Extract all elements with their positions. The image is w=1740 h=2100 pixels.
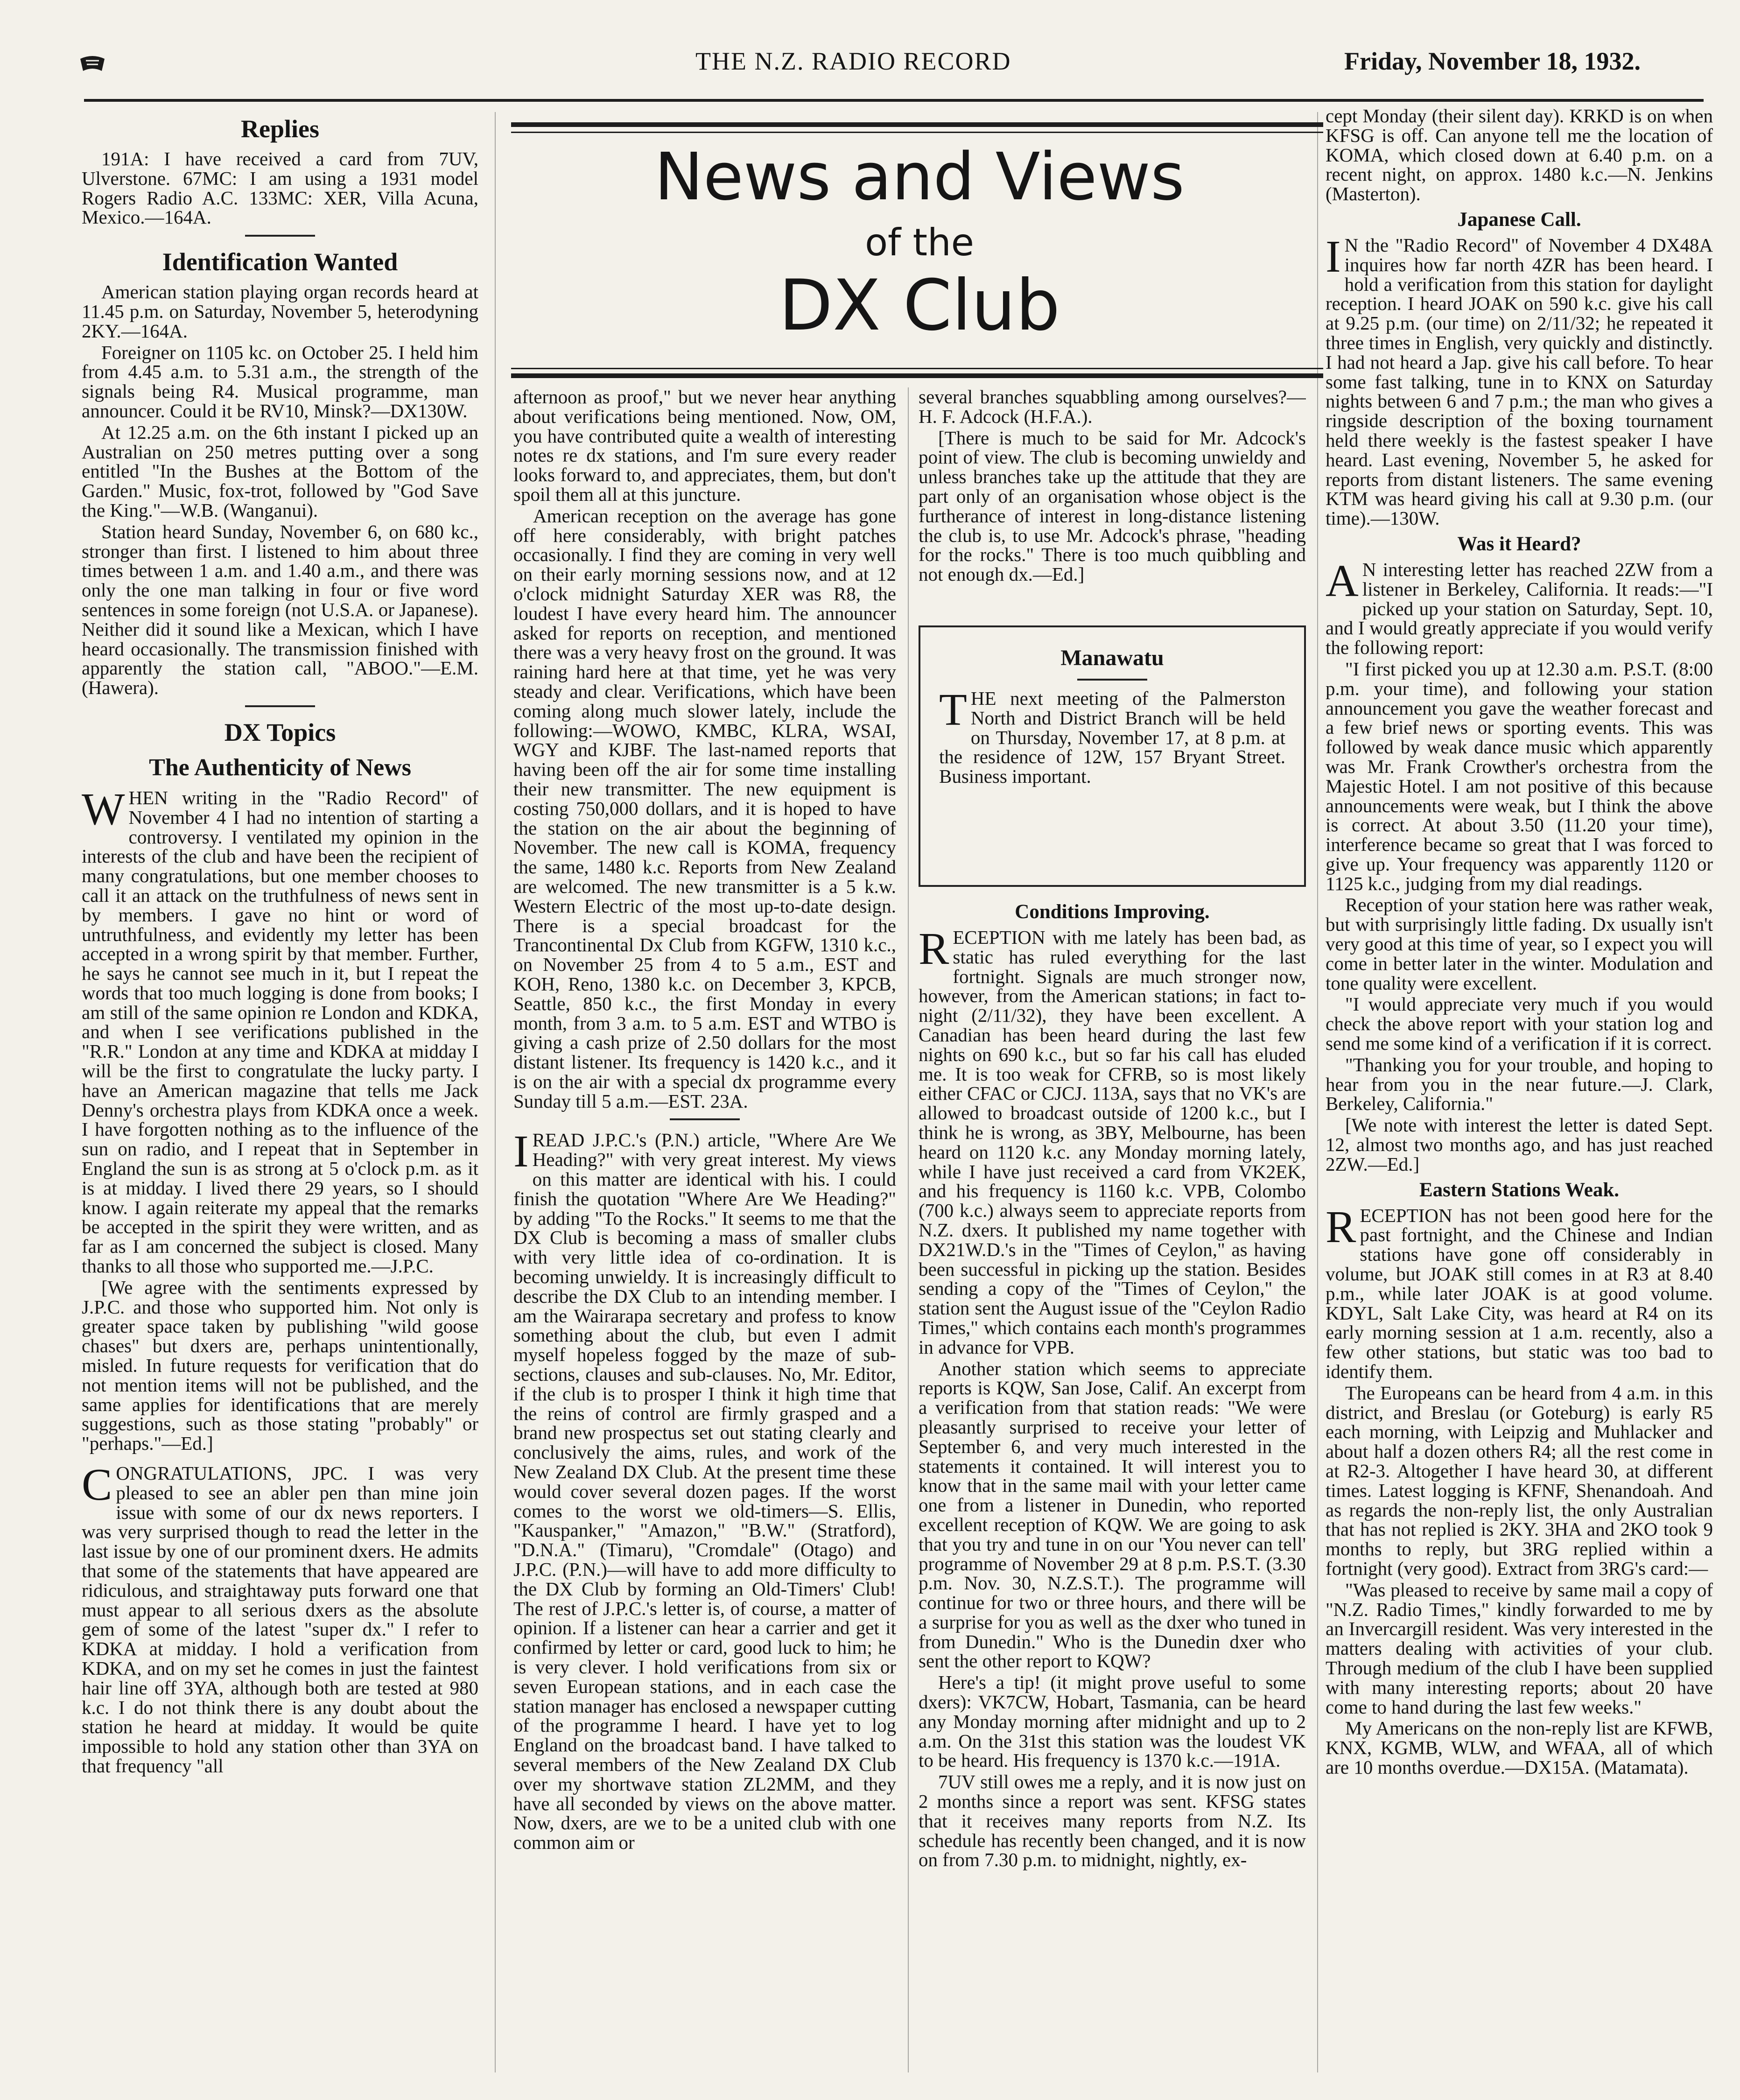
conditions-heading: Conditions Improving. [1015, 901, 1210, 923]
japanese-paragraph: I N the "Radio Record" of November 4 DX48A inquires how far north 4ZR has been heard. I hold a verification from this station for daylight reception. I heard JOAK on 590 k.c. give his call at 9.25 p.m. (our time) on 2/11/32; he repeated it three times in English, very quickly and distinctly. I had not heard a Jap. give his call before. To hear some fast talking, tune in to KNX on Saturday nights between 6 and 7 p.m.; the man who gives a ringside description of the boxing tournament held there weekly is the fastest speaker I have heard. Last evening, November 5, he asked for reports from distant listeners. The same evening KTM was heard giving his call at 9.30 p.m. (our time).—130W. [1326, 231, 1713, 529]
editor-note: [We note with interest the letter is dated Sept. 12, almost two months ago, and has just reached 2ZW.—Ed.] [1326, 1114, 1713, 1175]
conditions-paragraph: RECEPTION with me lately has been bad, as static has ruled everything for the last fortnight. Signals are much stronger now, however, from the American stations; in fact to-night (2/11/32), they have been excellent. A Canadian has been heard during the last few nights on 690 k.c., but so far his call has eluded me. It is too weak for CFRB, so is most likely either CFAC or CJCJ. 113A, says that no VK's are allowed to broadcast outside of 1200 k.c., but I think he is wrong, as 3BY, Melbourne, has been heard on 1120 k.c. any Monday morning lately, while I have just received a card from VK2EK, and his frequency is 1160 k.c. VPB, Colombo (700 k.c.) always seem to appreciate reports from N.Z. dxers. It published my name together with DX21W.D.'s in the "Times of Ceylon," as having been successful in picking up the station. Besides sending a copy of the "Times of Ceylon," the station sent the August issue of the "Ceylon Radio Times," which contains each month's programmes in advance for VPB. [919, 924, 1306, 1358]
drop-cap: T [939, 685, 967, 735]
drop-cap: C [82, 1460, 112, 1510]
ident-paragraph: At 12.25 a.m. on the 6th instant I picked up an Australian on 250 metres putting over a song entitled "In the Bushes at the Bottom of the Garden." Music, fox-trot, followed by "God Save the King."—W.B. (Wanganui). [82, 421, 478, 521]
manawatu-box [919, 625, 1306, 887]
col2-paragraph: American reception on the average has gone off here considerably, with bright patches occasionally. I find they are coming in very well on their early morning sessions now, and at 12 o'clock midnight Saturday XER was R8, the loudest I have every heard him. The announcer asked for reports on reception, and mentioned there was a very heavy frost on the ground. It was raining hard here at that time, yet he was very steady and clear. Verifications, which have been coming along much slower lately, include the following:—WOWO, KMBC, KLRA, WSAI, WGY and KJBF. The last-named reports that having been off the air for some time installing their new transmitter. The new equipment is costing 750,000 dollars, and it is hoped to have the station on the air about the beginning of November. The new call is KOMA, frequency the same, 1480 k.c. Reports from New Zealand are welcomed. The new transmitter is a 5 k.w. Western Electric of the most up-to-date design. There is a special broadcast for the Trancontinental Dx Club from KGFW, 1310 k.c., on November 25 from 4 to 5 a.m., EST and KOH, Reno, 1380 k.c. on December 3, KPCB, Seattle, 850 k.c., the first Monday in every month, from 3 a.m. to 5 a.m. EST and WTBO is giving a cash prize of 2.50 dollars for the most distant listener. Its frequency is 1420 k.c., and it is on the air with a special dx programme every Sunday till 5 a.m.—EST. 23A. [513, 505, 896, 1112]
ident-paragraph: Station heard Sunday, November 6, on 680 kc., stronger than first. I listened to him about three times between 1 a.m. and 1.40 a.m., and there was only the one man talking in four or five word sentences in some foreign (not U.S.A. or Japanese). Neither did it sound like a Mexican, which I have heard occasionally. The transmission finished with apparently the station call, "ABOO."—E.M. (Hawera). [82, 520, 478, 699]
conditions-paragraph: 7UV still owes me a reply, and it is now just on 2 months since a report was sent. KFSG states that it receives many reports from N.Z. Its schedule has recently been changed, and it is now on from 7.30 p.m. to midnight, nightly, ex- [919, 1771, 1306, 1871]
replies-heading: Replies [241, 115, 319, 143]
drop-cap: I [1326, 231, 1341, 282]
was-it-heard-paragraph: "I would appreciate very much if you would check the above report with your station log and send me some kind of a verification if it is correct. [1326, 993, 1713, 1054]
drop-cap: A [1326, 555, 1359, 606]
eastern-stations-heading: Eastern Stations Weak. [1419, 1179, 1620, 1201]
column-divider [495, 112, 496, 2072]
editor-note: [We agree with the sentiments expressed by J.P.C. and those who supported him. Not only is greater space taken by publishing "wild goose chases" but dxers are, perhaps unintentionally, misled. In future requests for verification that do not mention items will not be published, and the same applies for identifications that are merely suggestions, such as those stating "probably" or "perhaps."—Ed.] [82, 1276, 478, 1454]
japanese-call-heading: Japanese Call. [1457, 208, 1581, 231]
column-divider [908, 387, 909, 2072]
column-2 [513, 387, 896, 2077]
editor-note: [There is much to be said for Mr. Adcock's point of view. The club is becoming unwieldy and unless branches take up the attitude that they are part only of an organisation whose object is the furtherance of interest in long-distance listening the club is, to use Mr. Adcock's phrase, "heading for the rocks." There is too much quibbling and not enough dx.—Ed.] [919, 427, 1306, 585]
manawatu-heading: Manawatu [1060, 646, 1164, 670]
conditions-paragraph: Here's a tip! (it might prove useful to some dxers): VK7CW, Hobart, Tasmania, can be heard any Monday morning after midnight and up to 2 a.m. On the 31st this station was the loudest VK to be heard. His frequency is 1370 k.c.—191A. [919, 1672, 1306, 1771]
identification-heading: Identification Wanted [162, 248, 398, 276]
drop-cap: W [82, 784, 125, 835]
was-it-heard-heading: Was it Heard? [1457, 533, 1581, 555]
column-1 [82, 112, 478, 2077]
eastern-paragraph: RECEPTION has not been good here for the past fortnight, and the Chinese and Indian stations have gone off considerably in volume, but JOAK still comes in at R3 at 8.40 p.m., while later JOAK is at good volume. KDYL, Salt Lake City, was heard at R4 on its early morning session at 1 a.m. recently, also a few other stations, but static was too bad to identify them. [1326, 1201, 1713, 1383]
column-3-lower [919, 896, 1306, 2077]
eastern-paragraph: The Europeans can be heard from 4 a.m. in this district, and Breslau (or Goteburg) is early R5 each morning, with Leipzig and Muhlacker and about half a dozen others R4; all the rest come in at R2-3. Altogether I have heard 30, at different times. Latest logging is KFNF, Shenandoah. And as regards the non-reply list, the only Australian that has not replied is 2KY. 3HA and 2KO took 9 months to reply, but 3RG replied within a fortnight (very good). Extract from 3RG's card:— [1326, 1382, 1713, 1579]
column-4 [1326, 106, 1713, 2076]
title-line-1: News and Views [654, 139, 1185, 215]
ident-paragraph: Foreigner on 1105 kc. on October 25. I held him from 4.45 a.m. to 5.31 a.m., the strength of the signals being R4. Musical programme, man announcer. Could it be RV10, Minsk?—DX130W. [82, 341, 478, 421]
authenticity-paragraph: WHEN writing in the "Radio Record" of November 4 I had no intention of starting a controversy. I ventilated my opinion in the interests of the club and have been the recipient of many congratulations, but one member chooses to call it an attack on the truthfulness of news sent in by members. I gave no hint or word of untruthfulness, and evidently my letter has been accepted in a wrong spirit by that member. Further, he says he cannot see much in it, but I repeat the words that too much logging is done from books; I am still of the same opinion re London and KDKA, and when I see verifications published in the "R.R." London at any time and KDKA at midday I will be the first to congratulate the lucky party. I have an American magazine that tells me Jack Denny's orchestra plays from KDKA once a week. I have forgotten nothing as to the influence of the sun on radio, and I repeat that in September in England the sun is as strong at 5 o'clock p.m. as it is at midday. I lived there 29 years, so I should know. I again reiterate my appeal that the remarks be accepted in the spirit they were written, and as far as I am concerned the subject is closed. Many thanks to all those who supported me.—J.P.C. [82, 784, 478, 1277]
ident-paragraph: American station playing organ records heard at 11.45 p.m. on Saturday, November 5, heterodyning 2KY.—164A. [82, 281, 478, 342]
conditions-paragraph: Another station which seems to appreciate reports is KQW, San Jose, Calif. An excerpt from a verification from that station reads: "We were pleasantly surprised to receive your letter of September 6, and very much interested in the statements it contained. It will interest you to know that in the same mail with your letter came one from a listener in Dunedin, who reported excellent reception of KQW. We are going to ask that you try and tune in on our 'You never can tell' programme of November 29 at 8 p.m. P.S.T. (3.30 p.m. Nov. 30, N.Z.S.T.). The programme will continue for two or three hours, and there will be a surprise for you as well as the dxer who tuned in from Dunedin." Who is the Dunedin dxer who sent the other report to KQW? [919, 1357, 1306, 1672]
was-it-heard-paragraph: Reception of your station here was rather weak, but with surprisingly little fading. Dx usually isn't very good at this time of year, so I expect you will come in better later in the winter. Modulation and tone quality were excellent. [1326, 894, 1713, 994]
eastern-paragraph: "Was pleased to receive by same mail a copy of "N.Z. Radio Times," kindly forwarded to me by an Invercargill resident. Was very interested in the matters dealing with activities of your club. Through medium of the club I have been supplied with many interesting reports; about 20 have come to hand during the last few weeks." [1326, 1579, 1713, 1718]
section-separator [1077, 679, 1147, 681]
eastern-paragraph: My Americans on the non-reply list are KFWB, KNX, KGMB, WLW, and WFAA, all of which are 10 months overdue.—DX15A. (Matamata). [1326, 1717, 1713, 1778]
was-it-heard-paragraph: "Thanking you for your trouble, and hoping to hear from you in the near future.—J. Clark, Berkeley, California." [1326, 1054, 1713, 1115]
publication-name: THE N.Z. RADIO RECORD [695, 47, 1011, 75]
authenticity-heading: The Authenticity of News [149, 754, 411, 781]
title-line-3: DX Club [779, 265, 1060, 346]
col2-paragraph: afternoon as proof," but we never hear anything about verifications being mentioned. Now, OM, you have contributed quite a wealth of interesting notes re dx stations, and I'm sure every reader looks forward to, and appreciates, them, but don't spoil them all at this juncture. [513, 387, 896, 505]
title-rule-bottom-thin [511, 368, 1323, 369]
logo-icon [78, 52, 106, 75]
col4-paragraph: cept Monday (their silent day). KRKD is on when KFSG is off. Can anyone tell me the location of KOMA, which closed down at 6.40 p.m. on a recent night, on approx. 1480 k.c.—N. Jenkins (Masterton). [1326, 106, 1713, 205]
title-line-2: of the [865, 221, 974, 264]
manawatu-text: THE next meeting of the Palmerston North and District Branch will be held on Thursday, November 17, at 8 p.m. at the residence of 12W, 157 Bryant Street. Business important. [939, 685, 1285, 787]
col3-paragraph: several branches squabbling among ourselves?—H. F. Adcock (H.F.A.). [919, 387, 1306, 427]
dx-topics-heading: DX Topics [224, 718, 336, 746]
was-it-heard-paragraph: "I first picked you up at 12.30 a.m. P.S.T. (8:00 p.m. your time), and following your station announcement you gave the weather forecast and a few brief news or sporting events. This was followed by weak dance music which apparently was Mr. Frank Crowther's orchestra from the Majestic Hotel. I am not positive of this because announcements were weak, but I think the above is correct. At about 3.50 (11.20 your time), interference became so great that I was forced to give up. Your frequency was apparently 1120 or 1125 k.c., judging from my dial readings. [1326, 658, 1713, 894]
issue-date: Friday, November 18, 1932. [1344, 47, 1641, 75]
replies-text: 191A: I have received a card from 7UV, Ulverstone. 67MC: I am using a 1931 model Rogers Radio A.C. 133MC: XER, Villa Acuna, Mexico.—164A. [82, 148, 478, 228]
section-separator [245, 235, 315, 237]
congratulations-paragraph: CONGRATULATIONS, JPC. I was very pleased to see an abler pen than mine join issue with some of our dx news reporters. I was very surprised though to read the letter in the last issue by one of our prominent dxers. He admits that some of the statements that have appeared are ridiculous, and straightaway puts forward one that must appear to all serious dxers as the absolute gem of some of the latest "super dx." I refer to KDKA at midday. I hold a verification from KDKA, and on my set he comes in just the faintest hair line off 3YA, although both are tested at 980 k.c. I do not think there is any doubt about the station he heard at midday. It would be quite impossible to hold any station other than 3YA on that frequency "all [82, 1460, 478, 1777]
masthead-ornament [78, 52, 106, 75]
drop-cap: I [513, 1126, 529, 1177]
col2-paragraph: I READ J.P.C.'s (P.N.) article, "Where Are We Heading?" with very great interest. My views on this matter are identical with his. I could finish the quotation "Where Are We Heading?" by adding "To the Rocks." It seems to me that the DX Club is becoming a mass of smaller clubs with very little idea of co-ordination. It is becoming unwieldy. It is increasingly difficult to describe the DX Club to an intending member. I am the Wairarapa secretary and profess to know something about the club, but even I admit myself hopeless fogged by the maze of sub-sections, clauses and sub-clauses. No, Mr. Editor, if the club is to prosper I think it high time that the reins of control are firmly grasped and a brand new prospectus set out stating clearly and conclusively the aims, rules, and work of the New Zealand DX Club. At the present time these would cover several dozen pages. If the worst comes to the worst we old-timers—S. Ellis, "Kauspanker," "Amazon," "B.W." (Stratford), "D.N.A." (Timaru), "Cromdale" (Otago) and J.P.C. (P.N.)—will have to add more difficulty to the DX Club by forming an Old-Timers' Club! The rest of J.P.C.'s letter is, of course, a matter of opinion. If a listener can hear a carrier and get it confirmed by letter or card, good luck to him; he is very clever. I hold verifications from six or seven European stations, and in each case the station manager has enclosed a newspaper cutting of the programme I heard. I have yet to log England on the broadcast band. I have talked to several members of the New Zealand DX Club over my shortwave station ZL2MM, and they have all seconded by views on the above matter. Now, dxers, are we to be a united club with one common aim or [513, 1126, 896, 1854]
title-rule-bottom [511, 373, 1323, 378]
section-separator [245, 705, 315, 707]
title-rule-top-thin [511, 132, 1323, 133]
was-it-heard-paragraph: A N interesting letter has reached 2ZW from a listener in Berkeley, California. It reads:—"I picked up your station on Saturday, Sept. 10, and I would greatly appreciate if you would verify the following report: [1326, 555, 1713, 659]
drop-cap: R [1326, 1201, 1356, 1252]
masthead-rule [84, 99, 1704, 102]
section-separator [670, 1118, 740, 1120]
column-divider [1317, 112, 1318, 2072]
title-rule-top [511, 122, 1323, 127]
drop-cap: R [919, 924, 949, 974]
